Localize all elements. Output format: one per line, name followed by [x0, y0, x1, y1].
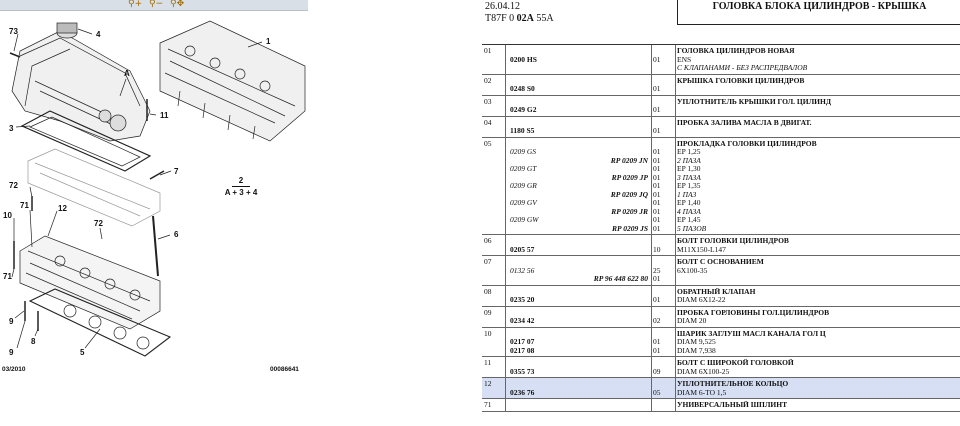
reference-cell [506, 45, 652, 74]
part-ref[interactable]: 0205 57 [510, 245, 535, 254]
quantity-cell [652, 138, 676, 235]
zoom-out-icon[interactable]: ⚲− [149, 0, 164, 9]
part-qty: 01 [653, 165, 661, 173]
description-cell [676, 235, 960, 255]
parts-table [482, 44, 960, 412]
formula-bottom: A + 3 + 4 [224, 188, 258, 197]
description-cell [676, 138, 960, 235]
callout-label: 9 [9, 317, 14, 326]
part-desc [677, 127, 960, 136]
part-qty: 01 [653, 127, 661, 135]
part-desc: 6X100-35 [677, 266, 708, 275]
part-desc: БОЛТ ГОЛОВКИ ЦИЛИНДРОВ [677, 237, 789, 245]
replacement-ref[interactable]: RP 0209 JN [610, 156, 648, 165]
part-ref [506, 359, 651, 368]
part-qty [653, 359, 675, 368]
reference-cell [506, 96, 652, 116]
part-desc: ШАРИК ЗАГЛУШ МАСЛ КАНАЛА ГОЛ Ц [677, 329, 826, 338]
part-desc: ОБРАТНЫЙ КЛАПАН [677, 287, 756, 296]
part-qty: 01 [653, 296, 661, 304]
part-desc: EP 1,35 [677, 182, 701, 190]
quantity-cell [652, 399, 676, 411]
diagram-code: 00086641 [270, 366, 299, 373]
part-ref [506, 309, 651, 318]
part-qty: 01 [653, 106, 661, 114]
part-desc: ENS [677, 55, 692, 64]
replacement-ref[interactable]: RP 96 448 622 80 [593, 275, 648, 283]
part-desc: С КЛАПАНАМИ - БЕЗ РАСПРЕДВАЛОВ [677, 64, 808, 72]
part-desc: DIAM 6-TO 1,5 [677, 388, 727, 397]
description-cell [676, 399, 960, 411]
row-number: 08 [482, 286, 506, 306]
formula-top: 2 [232, 176, 250, 187]
part-qty [653, 288, 675, 297]
replacement-ref[interactable]: RP 0209 JP [611, 173, 648, 182]
part-ref[interactable]: 0209 GR [510, 182, 537, 190]
part-ref [506, 64, 651, 73]
part-desc: EP 1,45 [677, 216, 701, 224]
quantity-cell [652, 45, 676, 74]
reference-cell [506, 117, 652, 137]
part-desc: БОЛТ С ОСНОВАНИЕМ [677, 258, 764, 266]
part-ref[interactable]: 0209 GW [510, 216, 539, 224]
parts-header [482, 0, 960, 30]
part-ref[interactable]: 0236 76 [510, 388, 535, 397]
part-qty [653, 98, 675, 107]
table-row[interactable] [482, 378, 960, 399]
part-qty: 10 [653, 245, 661, 254]
part-qty: 09 [653, 367, 661, 376]
part-qty: 02 [653, 317, 661, 325]
zoom-in-icon[interactable]: ⚲+ [128, 0, 143, 9]
part-qty: 01 [653, 275, 661, 283]
callout-label: 71 [3, 272, 12, 281]
callout-label: 1 [266, 37, 271, 46]
part-ref[interactable]: 0235 20 [510, 296, 535, 304]
part-desc: УНИВЕРСАЛЬНЫЙ ШПЛИНТ [677, 401, 788, 409]
part-qty [653, 77, 675, 86]
description-cell [676, 378, 960, 398]
description-cell [676, 256, 960, 285]
quantity-cell [652, 357, 676, 377]
part-desc [677, 275, 960, 284]
page-title: ГОЛОВКА БЛОКА ЦИЛИНДРОВ - КРЫШКА [677, 0, 960, 25]
code-prefix: T87F 0 [485, 13, 517, 24]
table-row[interactable] [482, 256, 960, 286]
part-qty: 01 [653, 173, 661, 182]
quantity-cell [652, 256, 676, 285]
part-qty: 01 [653, 207, 661, 216]
part-qty: 01 [653, 148, 661, 156]
part-ref[interactable]: 0248 S0 [510, 85, 535, 93]
part-qty: 01 [653, 199, 661, 207]
part-ref [506, 380, 651, 389]
part-desc: 2 ПАЗА [677, 156, 701, 165]
part-desc: EP 1,25 [677, 148, 701, 156]
part-qty: 01 [653, 55, 661, 64]
part-desc: DIAM 6X100-25 [677, 367, 730, 376]
row-number: 10 [482, 328, 506, 357]
part-ref [506, 140, 651, 149]
part-qty [653, 309, 675, 318]
reference-cell [506, 307, 652, 327]
table-row[interactable] [482, 286, 960, 307]
description-cell [676, 307, 960, 327]
part-ref[interactable]: 0234 42 [510, 317, 535, 325]
callout-label: 72 [9, 181, 18, 190]
diagram-panel [0, 0, 308, 426]
pan-icon[interactable]: ⚲✥ [170, 0, 185, 9]
part-desc: ГОЛОВКА ЦИЛИНДРОВ НОВАЯ [677, 47, 795, 55]
part-ref [506, 330, 651, 339]
code-suffix: 55A [533, 13, 554, 24]
part-ref[interactable]: 0249 G2 [510, 106, 537, 114]
part-qty [653, 119, 675, 128]
callout-label: 9 [9, 348, 14, 357]
reference-cell [506, 235, 652, 255]
callout-label: 72 [94, 219, 103, 228]
part-desc: 1 ПАЗ [677, 190, 697, 199]
part-desc: DIAM 20 [677, 317, 707, 325]
parts-list-panel [482, 0, 960, 426]
row-number: 04 [482, 117, 506, 137]
part-ref [506, 119, 651, 128]
quantity-cell [652, 96, 676, 116]
part-desc [677, 85, 960, 94]
row-number: 02 [482, 75, 506, 95]
reference-cell [506, 256, 652, 285]
part-qty [653, 330, 675, 339]
table-row[interactable] [482, 117, 960, 138]
part-ref[interactable]: 0132 56 [510, 266, 535, 275]
replacement-ref[interactable]: RP 0209 JS [612, 224, 648, 233]
part-ref[interactable]: 0209 GT [510, 165, 537, 173]
part-ref[interactable]: 0209 GV [510, 199, 537, 207]
part-desc [677, 106, 960, 115]
part-ref [506, 237, 651, 246]
part-qty: 01 [653, 182, 661, 190]
quantity-cell [652, 307, 676, 327]
quantity-cell [652, 235, 676, 255]
part-qty [653, 237, 675, 246]
table-row[interactable] [482, 96, 960, 117]
part-ref [506, 401, 651, 410]
part-qty: 01 [653, 216, 661, 224]
part-desc: EP 1,40 [677, 199, 701, 207]
reference-cell [506, 75, 652, 95]
callout-label: 8 [31, 337, 36, 346]
callout-label: A [124, 69, 130, 78]
part-ref[interactable]: 0217 08 [510, 346, 535, 355]
diagram-date: 03/2010 [2, 366, 26, 373]
replacement-ref[interactable]: RP 0209 JQ [610, 190, 648, 199]
part-qty: 01 [653, 156, 661, 165]
part-ref[interactable]: 0209 GS [510, 148, 537, 156]
row-number: 09 [482, 307, 506, 327]
part-qty: 01 [653, 338, 661, 346]
row-number: 71 [482, 399, 506, 411]
part-ref[interactable]: 0355 73 [510, 367, 535, 376]
part-qty [653, 380, 675, 389]
callout-label: 71 [20, 201, 29, 210]
row-number: 05 [482, 138, 506, 235]
description-cell [676, 328, 960, 357]
part-ref[interactable]: 0217 07 [510, 338, 535, 346]
part-ref [506, 98, 651, 107]
table-row[interactable] [482, 357, 960, 378]
part-desc: DIAM 6X12-22 [677, 296, 726, 304]
replacement-ref[interactable]: RP 0209 JR [611, 207, 648, 216]
part-ref[interactable]: 0200 HS [510, 55, 537, 64]
table-row[interactable] [482, 75, 960, 96]
callout-label: 3 [9, 124, 14, 133]
part-ref[interactable]: 1180 S5 [510, 127, 535, 135]
callout-label: 10 [3, 211, 12, 220]
reference-cell [506, 399, 652, 411]
row-number: 06 [482, 235, 506, 255]
assembly-formula [218, 176, 264, 197]
part-qty: 01 [653, 224, 661, 233]
part-desc: 3 ПАЗА [677, 173, 701, 182]
code-bold: 02A [516, 13, 534, 24]
description-cell [676, 45, 960, 74]
part-qty [653, 140, 675, 149]
part-ref [506, 77, 651, 86]
table-row[interactable] [482, 138, 960, 236]
part-ref [506, 288, 651, 297]
reference-cell [506, 328, 652, 357]
description-cell [676, 75, 960, 95]
row-number: 07 [482, 256, 506, 285]
viewer-toolbar [0, 0, 308, 11]
part-qty: 25 [653, 266, 661, 275]
callout-label: 6 [174, 230, 179, 239]
part-qty: 01 [653, 346, 661, 355]
callout-label: 12 [58, 204, 67, 213]
description-cell [676, 117, 960, 137]
table-row[interactable] [482, 235, 960, 256]
part-desc: УПЛОТНИТЕЛЬ КРЫШКИ ГОЛ. ЦИЛИНД [677, 97, 831, 106]
part-desc: DIAM 9,525 [677, 338, 716, 346]
quantity-cell [652, 75, 676, 95]
part-desc: БОЛТ С ШИРОКОЙ ГОЛОВКОЙ [677, 359, 794, 367]
header-code [485, 13, 554, 24]
part-desc: ПРОБКА ЗАЛИВА МАСЛА В ДВИГАТ. [677, 118, 812, 127]
part-qty: 05 [653, 388, 661, 397]
part-desc: 5 ПАЗОВ [677, 224, 707, 233]
quantity-cell [652, 286, 676, 306]
part-ref [506, 258, 651, 267]
description-cell [676, 357, 960, 377]
header-date: 26.04.12 [485, 1, 520, 12]
part-qty [653, 258, 675, 267]
part-desc: ПРОБКА ГОРЛОВИНЫ ГОЛ.ЦИЛИНДРОВ [677, 308, 830, 317]
part-ref [506, 47, 651, 56]
reference-cell [506, 357, 652, 377]
part-desc: ПРОКЛАДКА ГОЛОВКИ ЦИЛИНДРОВ [677, 139, 817, 148]
part-qty [653, 47, 675, 56]
table-row[interactable] [482, 328, 960, 358]
reference-cell [506, 378, 652, 398]
quantity-cell [652, 328, 676, 357]
description-cell [676, 286, 960, 306]
part-desc: КРЫШКА ГОЛОВКИ ЦИЛИНДРОВ [677, 76, 805, 85]
part-qty [653, 64, 675, 73]
part-desc: DIAM 7,938 [677, 346, 716, 355]
callout-label: 5 [80, 348, 85, 357]
reference-cell [506, 138, 652, 235]
part-qty: 01 [653, 190, 661, 199]
part-qty [653, 401, 675, 410]
row-number: 01 [482, 45, 506, 74]
quantity-cell [652, 117, 676, 137]
part-desc: M11X150-L147 [677, 245, 726, 254]
description-cell [676, 96, 960, 116]
table-row[interactable] [482, 307, 960, 328]
quantity-cell [652, 378, 676, 398]
part-desc: EP 1,30 [677, 165, 701, 173]
row-number: 11 [482, 357, 506, 377]
callout-label: 7 [174, 167, 179, 176]
reference-cell [506, 286, 652, 306]
callout-label: 4 [96, 30, 101, 39]
callout-label: 11 [160, 111, 169, 120]
table-row[interactable] [482, 399, 960, 412]
callout-label: 73 [9, 27, 18, 36]
row-number: 03 [482, 96, 506, 116]
row-number: 12 [482, 378, 506, 398]
part-desc: 4 ПАЗА [677, 207, 701, 216]
part-qty: 01 [653, 85, 661, 93]
table-row[interactable] [482, 45, 960, 75]
part-desc: УПЛОТНИТЕЛЬНОЕ КОЛЬЦО [677, 380, 789, 388]
